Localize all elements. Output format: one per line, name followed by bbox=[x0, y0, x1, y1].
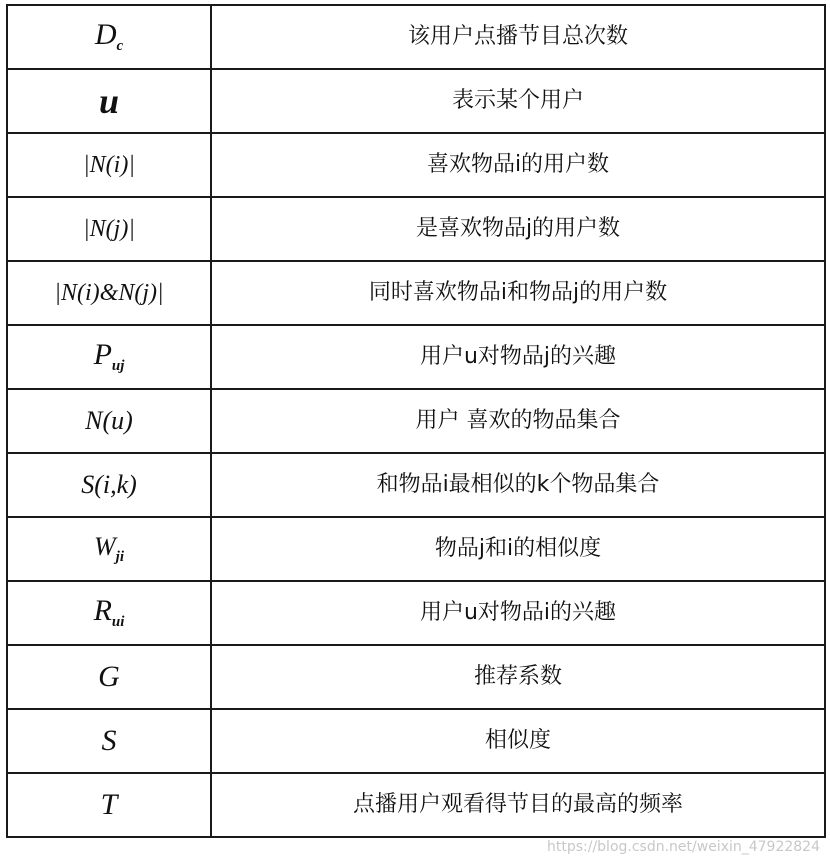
description-cell bbox=[211, 389, 825, 453]
description-cell bbox=[211, 5, 825, 69]
symbol-text: S bbox=[101, 724, 117, 757]
table-row bbox=[7, 325, 825, 389]
description-text: 和物品i最相似的k个物品集合 bbox=[376, 472, 660, 497]
description-cell bbox=[211, 325, 825, 389]
watermark-text: https://blog.csdn.net/weixin_47922824 bbox=[546, 839, 820, 855]
symbol-text: |N(i)&N(j)| bbox=[54, 280, 164, 306]
description-text: 用户 喜欢的物品集合 bbox=[415, 408, 621, 433]
description-cell bbox=[211, 261, 825, 325]
description-text: 喜欢物品i的用户数 bbox=[426, 152, 610, 177]
description-cell bbox=[211, 517, 825, 581]
description-cell bbox=[211, 645, 825, 709]
symbol-definition-table bbox=[6, 4, 826, 838]
symbol-cell bbox=[7, 389, 211, 453]
description-text: 推荐系数 bbox=[473, 664, 562, 689]
symbol-cell bbox=[7, 325, 211, 389]
description-text: 相似度 bbox=[484, 728, 551, 753]
description-text: 该用户点播节目总次数 bbox=[407, 24, 628, 49]
description-text: 点播用户观看得节目的最高的频率 bbox=[352, 792, 683, 817]
symbol-text: T bbox=[100, 788, 118, 821]
description-text: 是喜欢物品j的用户数 bbox=[415, 216, 621, 241]
table-row bbox=[7, 69, 825, 133]
table-row bbox=[7, 453, 825, 517]
symbol-cell bbox=[7, 581, 211, 645]
description-text: 用户u对物品i的兴趣 bbox=[419, 600, 617, 625]
symbol-cell bbox=[7, 645, 211, 709]
description-cell bbox=[211, 709, 825, 773]
symbol-text: G bbox=[98, 660, 120, 693]
table-row bbox=[7, 581, 825, 645]
symbol-text: |N(j)| bbox=[83, 216, 135, 242]
table-row bbox=[7, 517, 825, 581]
symbol-cell bbox=[7, 453, 211, 517]
table-row bbox=[7, 645, 825, 709]
symbol-text: N(u) bbox=[85, 406, 133, 435]
symbol-text: S(i,k) bbox=[81, 470, 137, 499]
table-row bbox=[7, 5, 825, 69]
symbol-cell bbox=[7, 197, 211, 261]
symbol-cell bbox=[7, 517, 211, 581]
table-row bbox=[7, 197, 825, 261]
table-row bbox=[7, 709, 825, 773]
table-row bbox=[7, 133, 825, 197]
description-cell bbox=[211, 773, 825, 837]
description-text: 表示某个用户 bbox=[451, 88, 584, 113]
description-cell bbox=[211, 581, 825, 645]
symbol-cell bbox=[7, 773, 211, 837]
symbol-cell bbox=[7, 709, 211, 773]
description-cell bbox=[211, 69, 825, 133]
symbol-text: $P_{uj}$ bbox=[93, 338, 125, 374]
symbol-cell bbox=[7, 133, 211, 197]
description-text: 同时喜欢物品i和物品j的用户数 bbox=[368, 280, 668, 305]
symbol-text: $D_c$ bbox=[94, 18, 124, 54]
table-row bbox=[7, 261, 825, 325]
symbol-text: $W_{ji}$ bbox=[93, 531, 124, 565]
table-row bbox=[7, 389, 825, 453]
symbol-cell bbox=[7, 261, 211, 325]
symbol-text: |N(i)| bbox=[83, 152, 135, 178]
description-cell bbox=[211, 197, 825, 261]
description-cell bbox=[211, 133, 825, 197]
description-text: 物品j和i的相似度 bbox=[434, 536, 602, 561]
symbol-text: $R_{ui}$ bbox=[93, 594, 125, 630]
symbol-cell bbox=[7, 5, 211, 69]
symbol-cell bbox=[7, 69, 211, 133]
table-row bbox=[7, 773, 825, 837]
symbol-text: u bbox=[98, 81, 120, 121]
description-cell bbox=[211, 453, 825, 517]
description-text: 用户u对物品j的兴趣 bbox=[419, 344, 617, 369]
